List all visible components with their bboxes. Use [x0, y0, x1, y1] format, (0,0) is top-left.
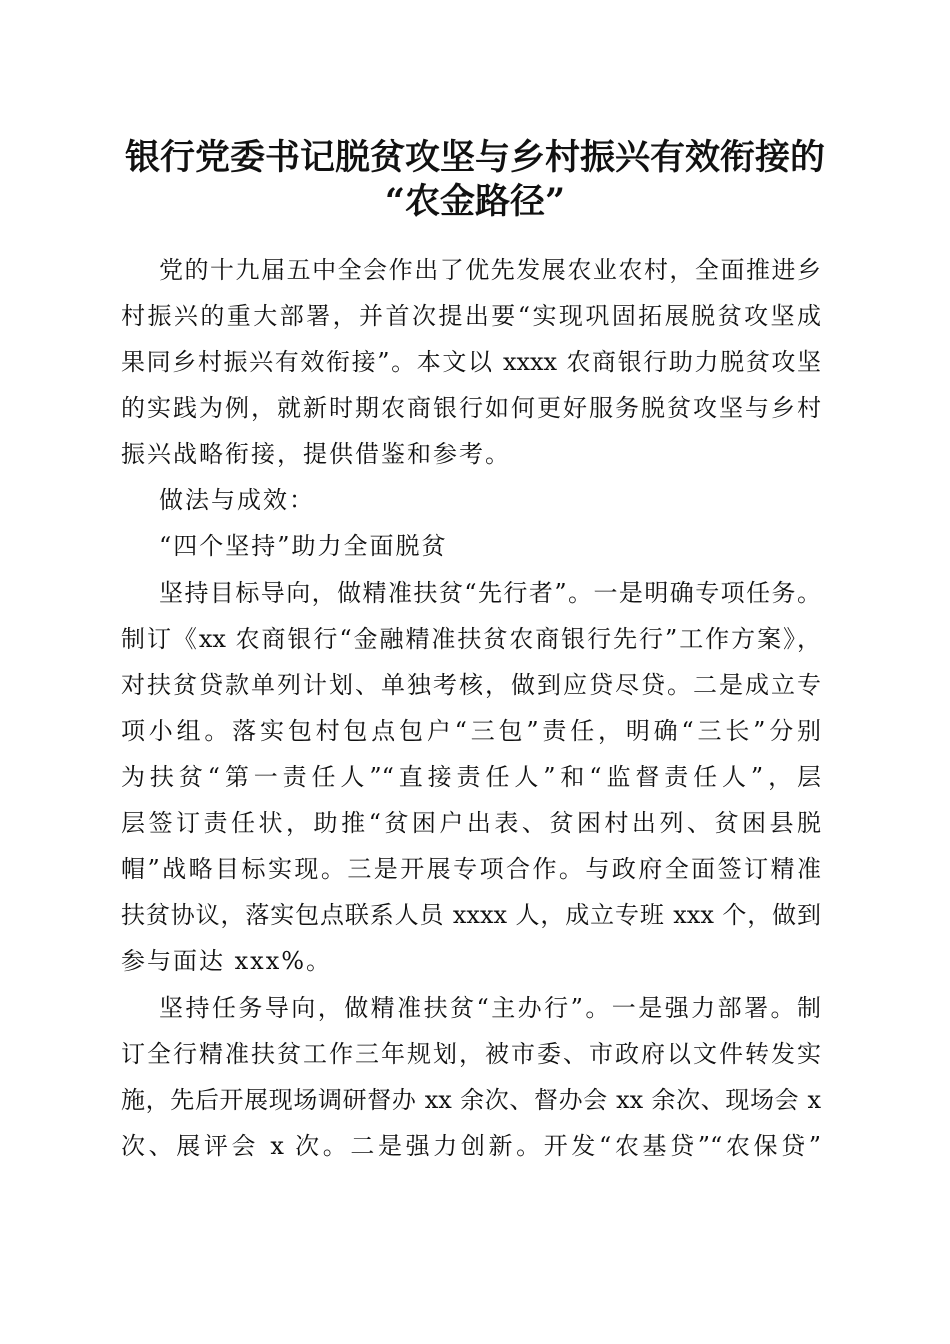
body-text-line: 坚持任务导向，做精准扶贫“主办行”。一是强力部署。制 [159, 994, 821, 1022]
document-title-line-2: “农金路径” [384, 181, 566, 222]
body-text-line: 村振兴的重大部署，并首次提出要“实现巩固拓展脱贫攻坚成 [121, 302, 821, 330]
subsection-heading: “四个坚持”助力全面脱贫 [159, 532, 448, 560]
body-text-line: 振兴战略衔接，提供借鉴和参考。 [121, 440, 511, 468]
body-text-line: 为扶贫“第一责任人”“直接责任人”和“监督责任人”，层 [121, 763, 821, 791]
body-text-line: 果同乡村振兴有效衔接”。本文以 xxxx 农商银行助力脱贫攻坚 [121, 348, 821, 376]
body-text-line: 项小组。落实包村包点包户“三包”责任，明确“三长”分别 [121, 717, 821, 745]
body-text-line: 施，先后开展现场调研督办 xx 余次、督办会 xx 余次、现场会 x [121, 1086, 821, 1114]
body-text-line: 层签订责任状，助推“贫困户出表、贫困村出列、贫困县脱 [121, 809, 821, 837]
body-text-line: 坚持目标导向，做精准扶贫“先行者”。一是明确专项任务。 [159, 579, 821, 607]
body-text-line: 对扶贫贷款单列计划、单独考核，做到应贷尽贷。二是成立专 [121, 671, 821, 699]
body-text-line: 次、展评会 x 次。二是强力创新。开发“农基贷”“农保贷” [121, 1132, 821, 1160]
document-title-line-1: 银行党委书记脱贫攻坚与乡村振兴有效衔接的 [124, 137, 825, 178]
body-text-line: 扶贫协议，落实包点联系人员 xxxx 人，成立专班 xxx 个，做到 [121, 901, 821, 929]
body-text-line: 订全行精准扶贫工作三年规划，被市委、市政府以文件转发实 [121, 1040, 821, 1068]
body-text-line: 制订《xx 农商银行“金融精准扶贫农商银行先行”工作方案》， [121, 625, 821, 653]
body-text-line: 帽”战略目标实现。三是开展专项合作。与政府全面签订精准 [121, 855, 821, 883]
body-text-line: 的实践为例，就新时期农商银行如何更好服务脱贫攻坚与乡村 [121, 394, 821, 422]
body-text-line: 党的十九届五中全会作出了优先发展农业农村，全面推进乡 [159, 256, 821, 284]
section-heading: 做法与成效： [159, 486, 315, 514]
body-text-line: 参与面达 xxx%。 [121, 947, 333, 975]
